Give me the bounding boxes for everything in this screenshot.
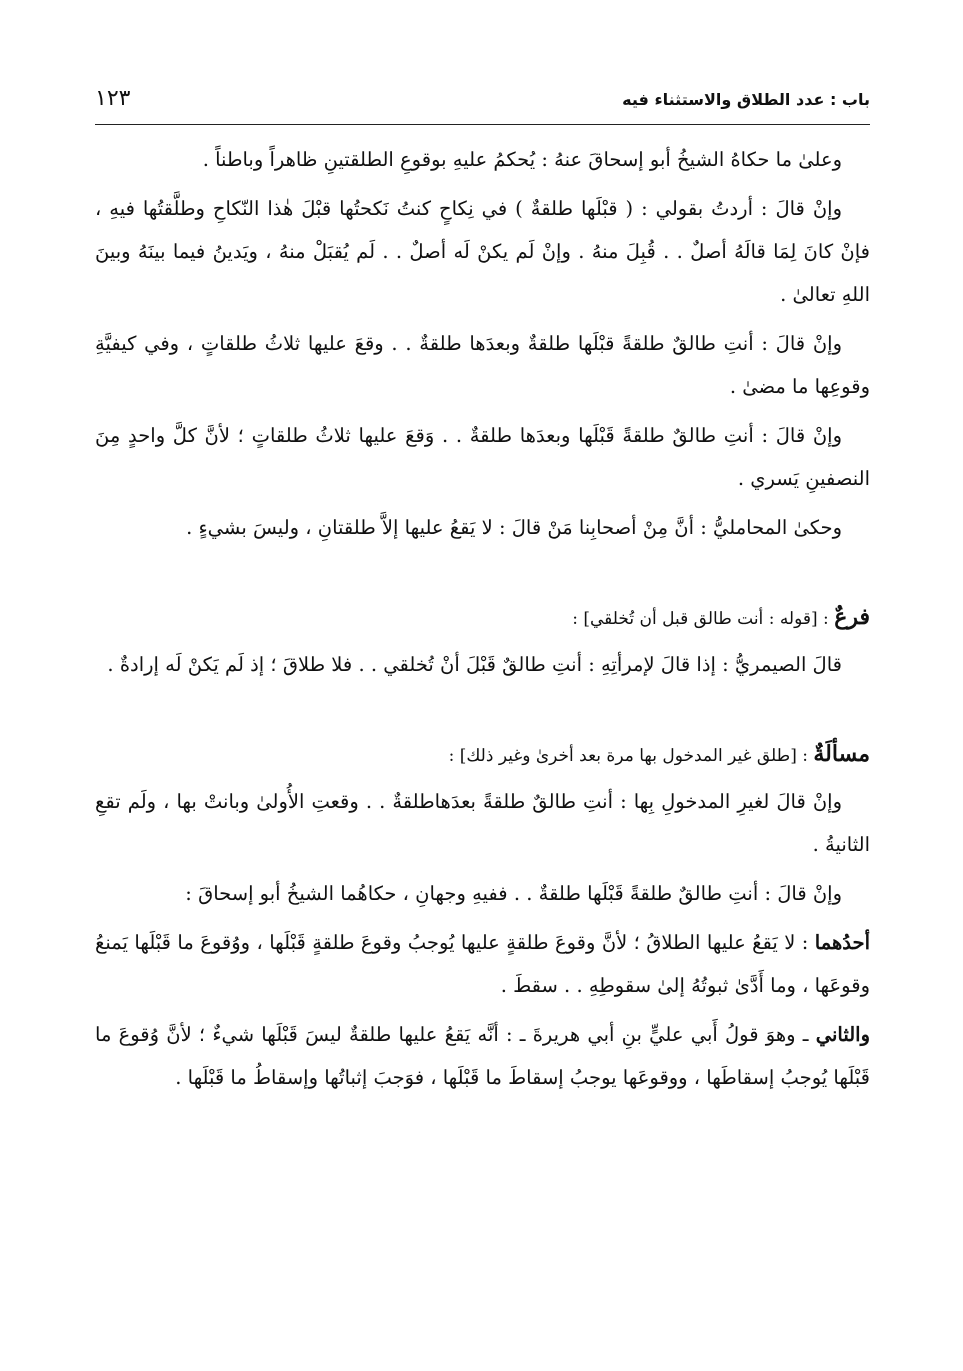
section-heading-masala [95, 734, 870, 776]
page-body [95, 138, 870, 1105]
header-divider [95, 124, 870, 125]
paragraph-5: وحكىٰ المحامليُّ : أنَّ مِنْ أصحابِنا مَنْ قالَ : لا يَقعُ عليها إلاَّ طلقتانِ ، وليسَ بشيءٍ . [186, 516, 842, 539]
page-number: ١٢٣ [95, 86, 131, 111]
heading-text: : [طلق غير المدخول بها مرة بعد أخرىٰ وغير ذلك] : [448, 746, 814, 766]
page-header [95, 84, 870, 120]
paragraph-6: قالَ الصيمريُّ : إذا قالَ لإمرأتِهِ : أنتِ طالقٌ قَبْلَ أنْ تُخلقي . . فلا طلاقَ ؛ إذ لَم يَكنْ لَه إرادةٌ . [107, 653, 842, 676]
paragraph-text: : لا يَقعُ عليها الطلاقُ ؛ لأنَّ وقوعَ طلقةٍ عليها يُوجبُ وقوعَ طلقةٍ قَبْلَها ، ووُقوعَ ما قَبْلَها يَمنعُ وقوعَها ، وما أَدَّىٰ ثبوتُهُ إلىٰ سقوطِهِ . . سقطَ . [95, 931, 870, 997]
paragraph-4: وإنْ قالَ : أنتِ طالقٌ طلقةً قَبْلَها وبعدَها طلقةٌ . . وَقعَ عليها ثلاثُ طلقاتٍ ؛ لأنَّ كلَّ واحدٍ مِنَ النصفينِ يَسري . [95, 424, 870, 490]
paragraph-lead: أحدُهما [814, 931, 870, 954]
chapter-title: باب : عدد الطلاق والاستثناء فيه [622, 90, 870, 109]
heading-lead: مسألَةٌ [813, 741, 870, 767]
paragraph-lead: والثاني [815, 1023, 870, 1046]
paragraph-1: وعلىٰ ما حكاهُ الشيخُ أبو إسحاقَ عنهُ : يُحكمُ عليهِ بوقوعِ الطلقتينِ ظاهراً وباطناً . [202, 148, 842, 171]
paragraph-3: وإنْ قالَ : أنتِ طالقٌ طلقةً قبْلَها طلقةٌ وبعدَها طلقةٌ . . وقعَ عليها ثلاثُ طلقاتٍ ، وفي كيفيَّةِ وقوعِها ما مضىٰ . [95, 332, 870, 398]
paragraph-9 [95, 921, 870, 1007]
paragraph-text: ـ وهوَ قولُ أَبي عليٍّ بنِ أبي هريرةَ ـ : أنَّه يَقعُ عليها طلقةٌ ليسَ قَبْلَها شيءٌ ؛ لأنَّ وُقوعَ ما قَبْلَها يُوجبُ إسقاطَها ، ووقوعَها يوجبُ إسقاطَ ما قَبْلَها ، فوَجبَ إثباتُها وإسقاطُ ما قَبْلَها . [95, 1023, 870, 1089]
paragraph-8: وإنْ قالَ : أنتِ طالقٌ طلقةً قَبْلَها طلقةٌ . . ففيهِ وجهانِ ، حكاهُما الشيخُ أبو إسحاقَ : [185, 882, 842, 905]
paragraph-7: وإنْ قالَ لغيرِ المدخولِ بِها : أنتِ طالقٌ طلقةً بعدَهاطلقةٌ . . وقعتِ الأُولىٰ وبانتْ بها ، ولَم تقعِ الثانيةُ . [95, 790, 870, 856]
paragraph-10 [95, 1013, 870, 1099]
paragraph-2: وإنْ قالَ : أردتُ بقولي : ( قبْلَها طلقةٌ ) في نِكاحٍ كنتُ نَكحتُها قبْلَ هٰذا النّكاحِ وطلَّقتُها فيهِ ، فإنْ كانَ لِمَا قالَهُ أصلٌ . . قُبِلَ منهُ . وإنْ لَم يكنْ لَه أصلٌ . . لَم يُقبَلْ منهُ ، ويَدينُ فيما بينَهُ وبينَ اللهِ تعالىٰ . [95, 197, 870, 306]
section-heading-far [95, 597, 870, 639]
heading-text: : [قوله : أنت طالق قبل أن تُخلقي] : [572, 609, 835, 629]
heading-lead: فرعٌ [834, 604, 870, 630]
